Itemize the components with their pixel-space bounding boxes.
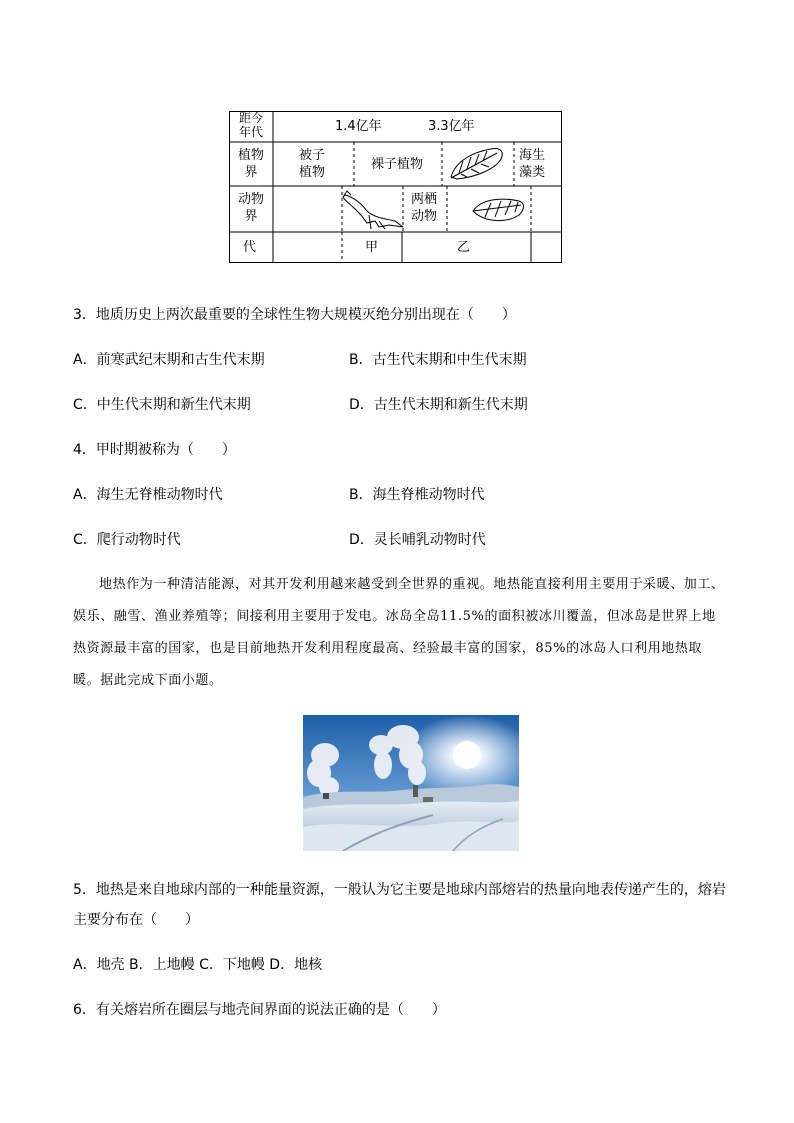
table-grid (229, 111, 562, 263)
era-jia: 甲 (365, 240, 379, 255)
plant-gymnosperm: 裸子植物 (371, 157, 424, 172)
question-5-stem-line1: 5．地热是来自地球内部的一种能量资源，一般认为它主要是地球内部熔岩的热量向地表传递产生的，熔岩 (73, 882, 726, 898)
geothermal-photo (303, 715, 519, 851)
fern-fossil-icon (451, 148, 502, 179)
question-6-stem: 6．有关熔岩所在圈层与地壳间界面的说法正确的是（ ） (73, 1002, 446, 1018)
question-3-option-d: D．古生代末期和新生代末期 (349, 397, 528, 413)
question-3-stem: 3．地质历史上两次最重要的全球性生物大规模灭绝分别出现在（ ） (73, 307, 516, 323)
dinosaur-fossil-icon (343, 191, 403, 229)
question-3-option-b: B．古生代末期和中生代末期 (349, 352, 527, 368)
question-4-option-d: D．灵长哺乳动物时代 (349, 532, 486, 548)
row-label-plant: 植物 界 (237, 148, 264, 180)
plant-marine-algae: 海生 藻类 (519, 148, 546, 180)
geothermal-passage: 地热作为一种清洁能源，对其开发利用越来越受到全世界的重视。地热能直接利用主要用于采暖、加工、娱乐、融雪、渔业养殖等；间接利用主要用于发电。冰岛全岛11.5%的面积被冰川覆盖，但冰岛是世界上地热资源最丰富的国家，也是目前地热开发利用程度最高、经验最丰富的国家，85%的冰岛人口利用地热取暖。据此完成下面小题。 (73, 577, 725, 688)
animal-amphibian: 两栖 动物 (411, 192, 438, 224)
question-4-option-a: A．海生无脊椎动物时代 (73, 487, 223, 503)
question-4-stem: 4．甲时期被称为（ ） (73, 442, 236, 458)
geologic-time-table (229, 111, 562, 263)
age-1-4: 1.4亿年 (335, 119, 382, 134)
question-5-stem-line2: 主要分布在（ ） (73, 912, 199, 928)
trilobite-fossil-icon (473, 199, 524, 220)
row-label-era: 代 (243, 240, 257, 255)
question-5-options: A．地壳 B．上地幔 C．下地幔 D．地核 (73, 957, 323, 973)
row-label-age: 距今 年代 (238, 111, 263, 139)
era-yi: 乙 (457, 240, 471, 255)
question-3-option-c: C．中生代末期和新生代末期 (73, 397, 251, 413)
question-3-option-a: A．前寒武纪末期和古生代末期 (73, 352, 265, 368)
row-label-animal: 动物 界 (237, 192, 264, 224)
question-4-option-c: C．爬行动物时代 (73, 532, 181, 548)
plant-angiosperm: 被子 植物 (299, 148, 326, 180)
question-4-option-b: B．海生脊椎动物时代 (349, 487, 485, 503)
age-3-3: 3.3亿年 (428, 119, 475, 134)
